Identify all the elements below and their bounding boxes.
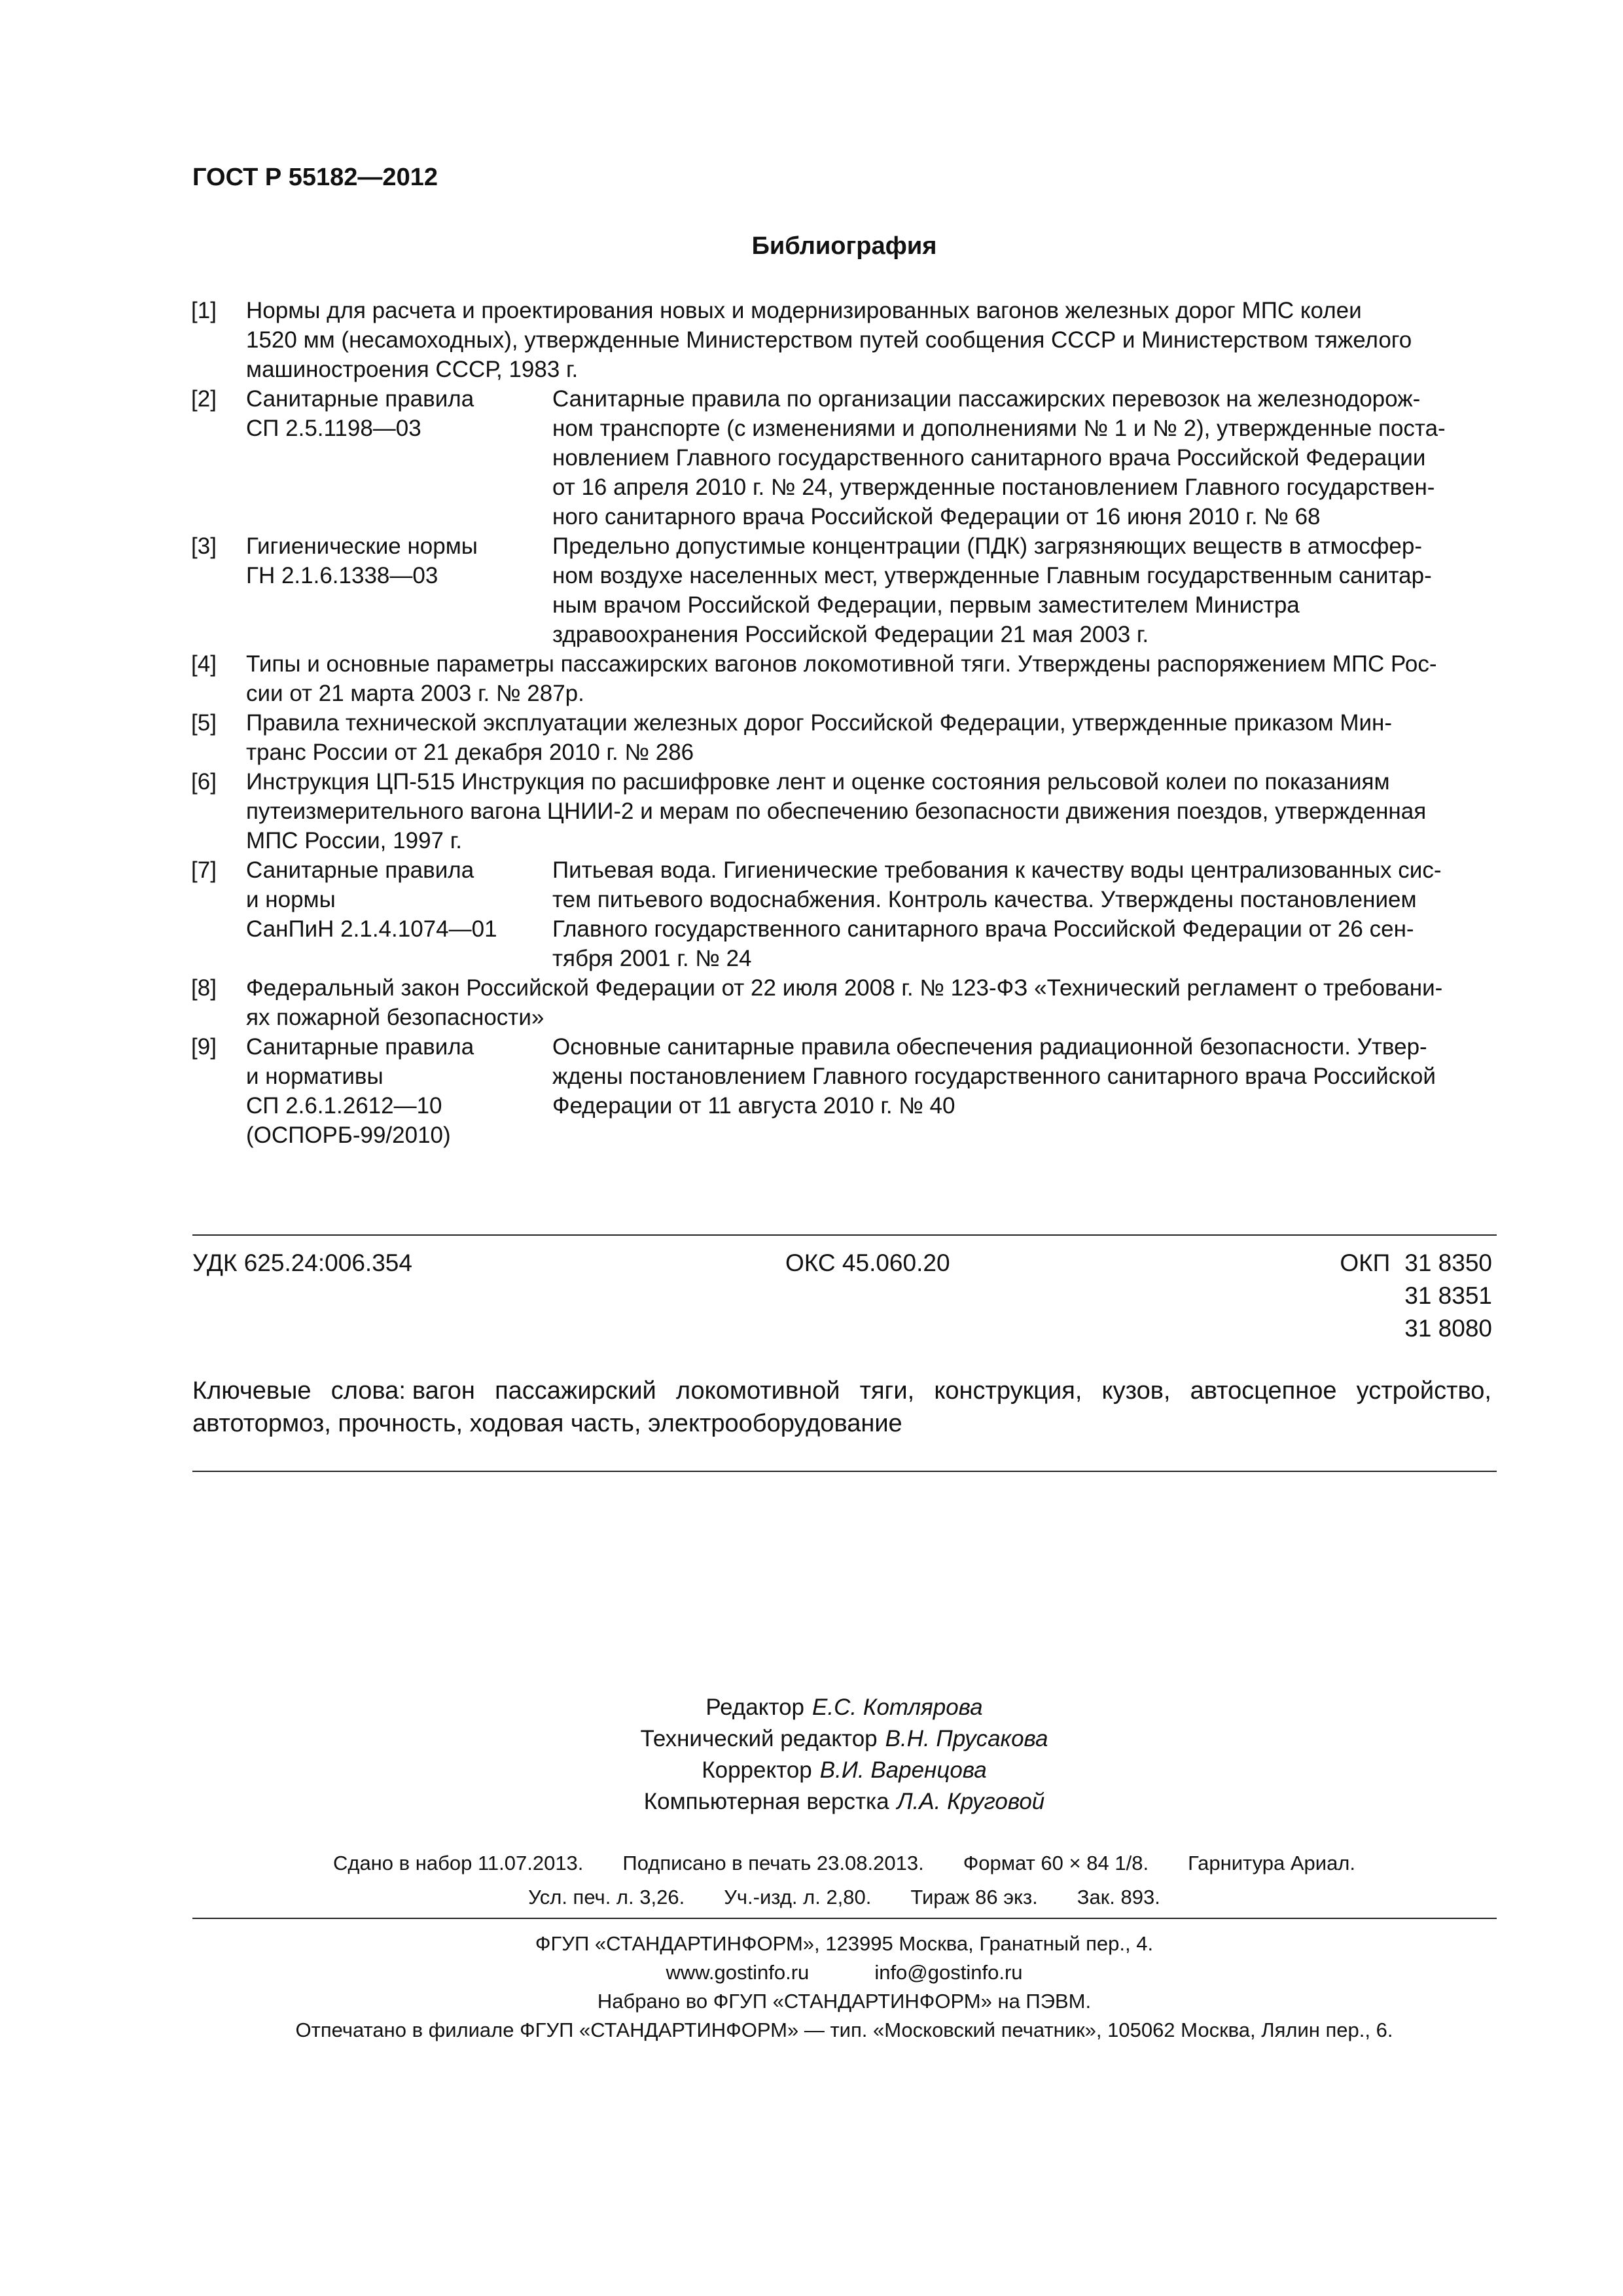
entry-text: Санитарные правила по организации пассажирских перевозок на железнодорож- — [552, 386, 1421, 412]
okp-code: 31 8350 — [1404, 1249, 1492, 1276]
font-info: Гарнитура Ариал. — [1188, 1852, 1356, 1874]
udk-code: УДК 625.24:006.354 — [192, 1249, 412, 1276]
email-link[interactable]: info@gostinfo.ru — [874, 1961, 1023, 1984]
entry-text: МПС России, 1997 г. — [246, 828, 462, 853]
label-line: ГН 2.1.6.1338—03 — [246, 563, 438, 588]
circulation: Тираж 86 экз. — [910, 1886, 1038, 1909]
submitted-date: Сдано в набор 11.07.2013. — [332, 1852, 584, 1874]
credit-layout — [0, 1786, 1623, 1818]
format-label: Формат 60 × 84 — [963, 1852, 1109, 1874]
bibliography-title: Библиография — [751, 232, 937, 260]
entry-text: Предельно допустимые концентрации (ПДК) загрязняющих веществ в атмосфер- — [552, 533, 1423, 559]
bibliography-entry — [191, 767, 1500, 855]
bibliography-entry — [191, 649, 1500, 708]
keywords-text: вагон пассажирский локомотивной тяги, конструкция, кузов, автосцепное устройство, автотормоз, прочность, ходовая часть, электрооборудование — [192, 1377, 1491, 1437]
okp-code: 31 8080 — [1404, 1315, 1492, 1342]
credit-name: Е.С. Котлярова — [812, 1695, 983, 1720]
entry-number: [2] — [191, 386, 217, 412]
entry-number: [7] — [191, 857, 217, 883]
entry-label — [246, 1032, 554, 1150]
website-link[interactable]: www.gostinfo.ru — [666, 1961, 810, 1984]
credit-corrector — [0, 1755, 1623, 1786]
publisher-info — [0, 1929, 1623, 2045]
printed-info: Отпечатано в филиале ФГУП «СТАНДАРТИНФОРМ» — тип. «Московский печатник», 105062 Москва, Лялин пер., 6. — [295, 2018, 1393, 2041]
entry-text: ного санитарного врача Российской Федерации от 16 июня 2010 г. № 68 — [552, 504, 1321, 529]
bibliography-entry — [191, 973, 1500, 1032]
label-line: СП 2.6.1.2612—10 — [246, 1093, 442, 1119]
okp-code: 31 8351 — [1404, 1282, 1492, 1309]
print-info-line1: Сдано в набор 11.07.2013. Подписано в печать 23.08.2013. Формат 60 × 84 1/8. Гарнитура Ариал. — [332, 1852, 1356, 1874]
credit-editor — [0, 1692, 1623, 1723]
entry-text: ях пожарной безопасности» — [246, 1005, 544, 1030]
entry-number: [8] — [191, 975, 217, 1001]
entry-number: [9] — [191, 1034, 217, 1060]
entry-number: [1] — [191, 298, 217, 323]
label-line: Санитарные правила — [246, 386, 474, 412]
entry-label — [246, 531, 554, 590]
format-fraction: 1/8 — [1115, 1852, 1143, 1874]
credit-name: Л.А. Круговой — [897, 1789, 1045, 1814]
entry-text: ном воздухе населенных мест, утвержденные Главным государственным санитар- — [552, 563, 1432, 588]
divider-bottom — [192, 1918, 1497, 1919]
label-line: Санитарные правила — [246, 1034, 474, 1060]
entry-text: Главного государственного санитарного врача Российской Федерации от 26 сен- — [552, 916, 1414, 942]
divider-top — [192, 1234, 1497, 1236]
label-line: и нормы — [246, 887, 336, 912]
entry-text: Федеральный закон Российской Федерации от 22 июля 2008 г. № 123-ФЗ «Технический регламент о требовани- — [246, 975, 1443, 1001]
entry-text: путеизмерительного вагона ЦНИИ-2 и мерам по обеспечению безопасности движения поездов, утвержденная — [246, 798, 1427, 824]
entry-number: [5] — [191, 710, 217, 736]
entry-text: Правила технической эксплуатации железных дорог Российской Федерации, утвержденные приказом Мин- — [246, 710, 1393, 736]
print-info-line2 — [0, 1881, 1623, 1914]
entry-text: сии от 21 марта 2003 г. № 287р. — [246, 681, 584, 706]
entry-text: тября 2001 г. № 24 — [552, 946, 752, 971]
entry-number: [6] — [191, 769, 217, 795]
credit-role: Корректор — [702, 1757, 812, 1783]
bibliography-entry — [191, 708, 1500, 767]
bibliography-list — [191, 296, 1500, 1150]
divider-keywords — [192, 1471, 1497, 1472]
entry-text: Федерации от 11 августа 2010 г. № 40 — [552, 1093, 955, 1119]
entry-text: от 16 апреля 2010 г. № 24, утвержденные постановлением Главного государствен- — [552, 475, 1435, 500]
typeset-info: Набрано во ФГУП «СТАНДАРТИНФОРМ» на ПЭВМ. — [597, 1990, 1092, 2013]
keywords-label: Ключевые слова: — [192, 1377, 406, 1405]
entry-label — [246, 855, 554, 944]
label-line: СанПиН 2.1.4.1074—01 — [246, 916, 497, 942]
entry-text: Типы и основные параметры пассажирских вагонов локомотивной тяги. Утверждены распоряжением МПС Рос- — [246, 651, 1437, 677]
entry-text: Питьевая вода. Гигиенические требования к качеству воды централизованных сис- — [552, 857, 1442, 883]
standard-code: ГОСТ Р 55182—2012 — [192, 164, 438, 191]
bibliography-entry — [191, 855, 1500, 973]
okp-label: ОКП — [1340, 1249, 1391, 1276]
entry-text: ждены постановлением Главного государственного санитарного врача Российской — [552, 1064, 1436, 1089]
credit-role: Технический редактор — [640, 1726, 878, 1751]
signed-date: Подписано в печать 23.08.2013. — [622, 1852, 924, 1874]
okp-codes — [1340, 1247, 1492, 1345]
credit-role: Компьютерная верстка — [643, 1789, 889, 1814]
credit-name: В.И. Варенцова — [819, 1757, 987, 1783]
label-line: Гигиенические нормы — [246, 533, 478, 559]
entry-number: [4] — [191, 651, 217, 677]
entry-text: 1520 мм (несамоходных), утвержденные Министерством путей сообщения СССР и Министерством тяжелого — [246, 327, 1412, 353]
publisher-address: ФГУП «СТАНДАРТИНФОРМ», 123995 Москва, Гранатный пер., 4. — [535, 1932, 1154, 1955]
print-sheets: Усл. печ. л. 3,26. — [528, 1886, 685, 1909]
entry-text: тем питьевого водоснабжения. Контроль качества. Утверждены постановлением — [552, 887, 1417, 912]
entry-text: Инструкция ЦП-515 Инструкция по расшифровке лент и оценке состояния рельсовой колеи по показаниям — [246, 769, 1390, 795]
entry-number: [3] — [191, 533, 217, 559]
entry-text: ном транспорте (с изменениями и дополнениями № 1 и № 2), утвержденные поста- — [552, 416, 1446, 441]
entry-text: Основные санитарные правила обеспечения радиационной безопасности. Утвер- — [552, 1034, 1427, 1060]
entry-label — [246, 384, 554, 443]
bibliography-entry — [191, 384, 1500, 531]
entry-text: машиностроения СССР, 1983 г. — [246, 357, 579, 382]
bibliography-entry — [191, 296, 1500, 384]
credit-role: Редактор — [705, 1695, 805, 1720]
entry-text: транс России от 21 декабря 2010 г. № 286 — [246, 740, 694, 765]
entry-text: новлением Главного государственного санитарного врача Российской Федерации — [552, 445, 1426, 471]
label-line: Санитарные правила — [246, 857, 474, 883]
label-line: и нормативы — [246, 1064, 383, 1089]
credits — [0, 1692, 1623, 1818]
credit-name: В.Н. Прусакова — [885, 1726, 1048, 1751]
label-line: СП 2.5.1198—03 — [246, 416, 421, 441]
publisher-contacts — [0, 1958, 1623, 1987]
bibliography-entry — [191, 1032, 1500, 1150]
entry-text: ным врачом Российской Федерации, первым заместителем Министра — [552, 592, 1300, 618]
keywords — [192, 1374, 1491, 1440]
oks-code: ОКС 45.060.20 — [785, 1249, 950, 1276]
credit-tech-editor — [0, 1723, 1623, 1755]
order-number: Зак. 893. — [1077, 1886, 1160, 1909]
entry-text: здравоохранения Российской Федерации 21 мая 2003 г. — [552, 622, 1149, 647]
entry-text: Нормы для расчета и проектирования новых и модернизированных вагонов железных дорог МПС колеи — [246, 298, 1362, 323]
pub-sheets: Уч.-изд. л. 2,80. — [724, 1886, 872, 1909]
label-line: (ОСПОРБ-99/2010) — [246, 1122, 451, 1148]
bibliography-entry — [191, 531, 1500, 649]
